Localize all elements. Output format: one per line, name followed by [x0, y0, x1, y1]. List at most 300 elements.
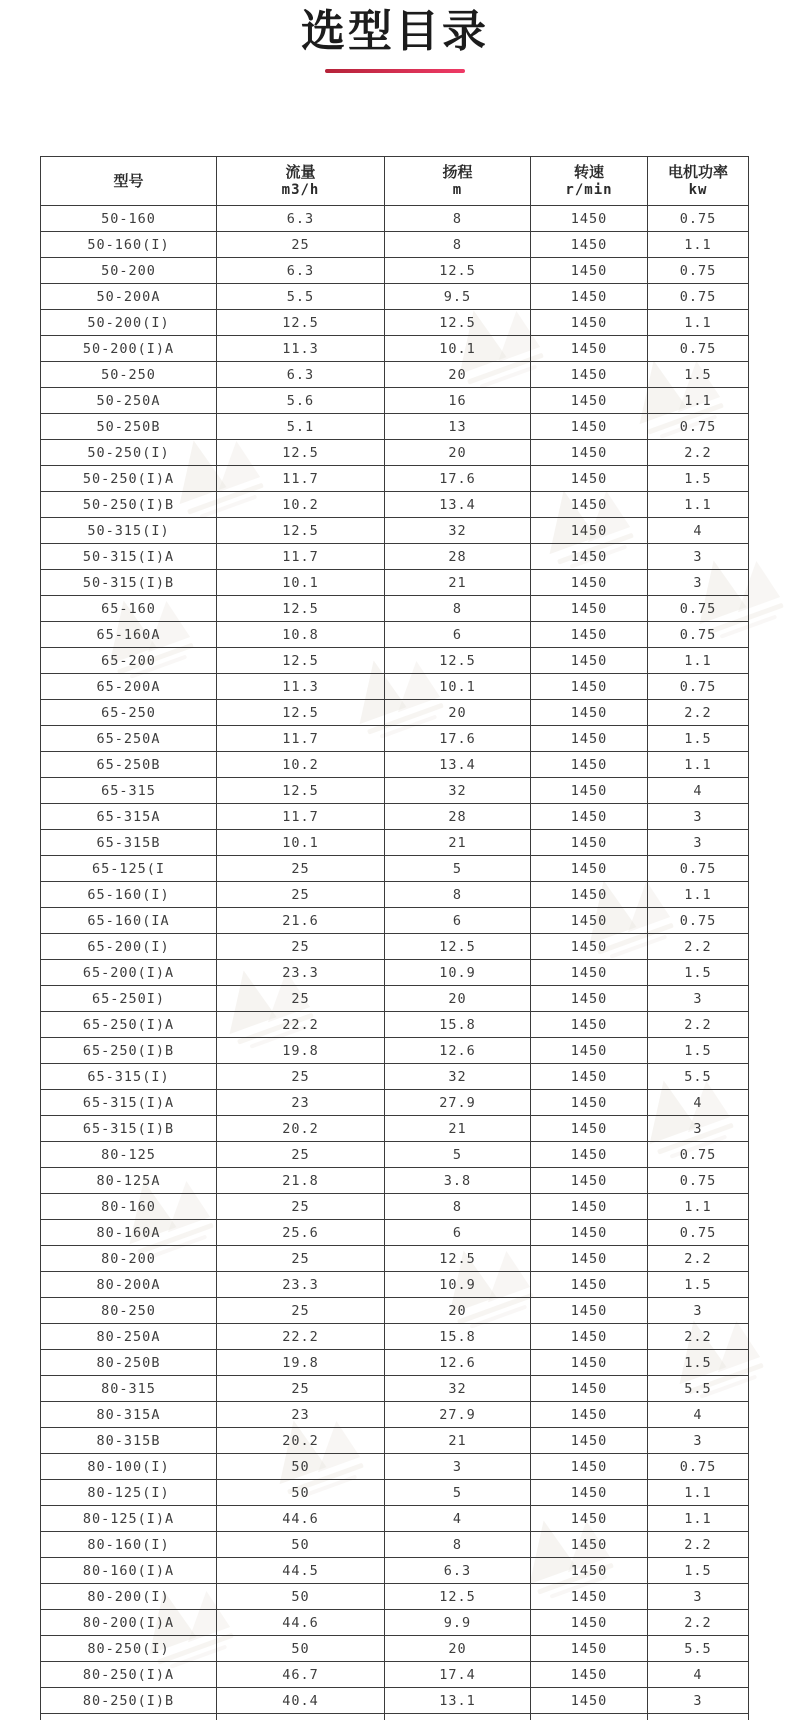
cell-model: 80-250 — [41, 1298, 217, 1324]
cell-flow: 46.7 — [217, 1662, 385, 1688]
cell-head: 5 — [385, 1480, 531, 1506]
cell-flow: 12.5 — [217, 778, 385, 804]
cell-head: 8 — [385, 206, 531, 232]
table-row — [41, 1064, 749, 1090]
cell-model: 80-125A — [41, 1168, 217, 1194]
cell-head: 13 — [385, 414, 531, 440]
cell-head: 27.9 — [385, 1402, 531, 1428]
cell-power: 5.5 — [648, 1376, 749, 1402]
cell-flow: 25 — [217, 986, 385, 1012]
cell-power: 0.75 — [648, 856, 749, 882]
cell-speed: 1450 — [531, 310, 648, 336]
cell-model: 80-250(I)B — [41, 1688, 217, 1714]
cell-power: 2.2 — [648, 700, 749, 726]
cell-speed: 1450 — [531, 986, 648, 1012]
cell-flow: 25 — [217, 1064, 385, 1090]
cell-flow: 22.2 — [217, 1324, 385, 1350]
cell-head: 28 — [385, 804, 531, 830]
cell-speed: 1450 — [531, 388, 648, 414]
cell-speed: 1450 — [531, 1636, 648, 1662]
table-row — [41, 1038, 749, 1064]
cell-speed: 1450 — [531, 440, 648, 466]
cell-model: 50-160 — [41, 206, 217, 232]
cell-head: 12.5 — [385, 1584, 531, 1610]
cell-model: 65-200(I) — [41, 934, 217, 960]
cell-flow: 5.1 — [217, 414, 385, 440]
column-header-label: 型号 — [113, 171, 144, 190]
cell-head: 4 — [385, 1506, 531, 1532]
cell-flow: 6.3 — [217, 258, 385, 284]
column-header-unit: kw — [688, 181, 708, 198]
table-row — [41, 1090, 749, 1116]
table-row — [41, 1480, 749, 1506]
cell-head: 8 — [385, 882, 531, 908]
cell-flow: 25 — [217, 1246, 385, 1272]
table-row — [41, 778, 749, 804]
cell-speed: 1450 — [531, 1662, 648, 1688]
cell-model: 50-250(I) — [41, 440, 217, 466]
cell-speed: 1450 — [531, 1324, 648, 1350]
cell-model: 65-200(I)A — [41, 960, 217, 986]
cell-flow: 10.2 — [217, 752, 385, 778]
cell-flow: 25 — [217, 934, 385, 960]
table-row — [41, 830, 749, 856]
cell-flow: 12.5 — [217, 310, 385, 336]
cell-power: 1.1 — [648, 882, 749, 908]
cell-speed: 1450 — [531, 284, 648, 310]
cell-power: 3 — [648, 544, 749, 570]
cell-speed: 1450 — [531, 1610, 648, 1636]
cell-power: 4 — [648, 1402, 749, 1428]
cell-power: 1.1 — [648, 1480, 749, 1506]
cell-head: 12.5 — [385, 258, 531, 284]
cell-model: 80-315B — [41, 1428, 217, 1454]
cell-power: 0.75 — [648, 206, 749, 232]
cell-model: 50-250(I)B — [41, 492, 217, 518]
cell-head: 20 — [385, 986, 531, 1012]
cell-model: 80-200(I)A — [41, 1610, 217, 1636]
cell-head: 3 — [385, 1454, 531, 1480]
cell-speed: 1450 — [531, 1272, 648, 1298]
cell-head: 9.9 — [385, 1610, 531, 1636]
cell-model: 65-315 — [41, 778, 217, 804]
cell-flow: 25 — [217, 1376, 385, 1402]
cell-head: 15.8 — [385, 1324, 531, 1350]
cell-power: 3 — [648, 986, 749, 1012]
table-row — [41, 1116, 749, 1142]
cell-head: 16 — [385, 388, 531, 414]
table-row — [41, 1168, 749, 1194]
cell-model: 65-315B — [41, 830, 217, 856]
cell-speed: 1450 — [531, 882, 648, 908]
cell-model: 80-315 — [41, 1376, 217, 1402]
cell-power: 1.1 — [648, 648, 749, 674]
cell-power: 3 — [648, 1688, 749, 1714]
cell-flow: 44.6 — [217, 1610, 385, 1636]
cell-head: 20 — [385, 1298, 531, 1324]
cell-head: 27.9 — [385, 1090, 531, 1116]
cell-power: 1.5 — [648, 362, 749, 388]
cell-power: 0.75 — [648, 622, 749, 648]
cell-model: 80-125 — [41, 1142, 217, 1168]
cell-power: 2.2 — [648, 1012, 749, 1038]
table-row — [41, 1246, 749, 1272]
cell-power: 0.75 — [648, 336, 749, 362]
cell-head: 9.5 — [385, 284, 531, 310]
table-row — [41, 648, 749, 674]
table-row — [41, 882, 749, 908]
cell-speed: 1450 — [531, 622, 648, 648]
table-row — [41, 1636, 749, 1662]
column-header-label: 扬程 — [442, 162, 473, 181]
cell-power: 3 — [648, 1116, 749, 1142]
cell-power: 0.75 — [648, 414, 749, 440]
table-row — [41, 1532, 749, 1558]
cell-flow: 50 — [217, 1480, 385, 1506]
cell-head: 32 — [385, 1376, 531, 1402]
cell-flow: 19.8 — [217, 1038, 385, 1064]
title-block — [0, 8, 790, 73]
cell-head: 12.5 — [385, 934, 531, 960]
cell-speed: 1450 — [531, 778, 648, 804]
cell-flow: 11.3 — [217, 674, 385, 700]
cell-flow: 19.8 — [217, 1350, 385, 1376]
cell-speed: 1450 — [531, 1090, 648, 1116]
cell-model: 65-315(I)B — [41, 1116, 217, 1142]
cell-speed: 1450 — [531, 1064, 648, 1090]
cell-head: 5 — [385, 856, 531, 882]
table-row — [41, 1376, 749, 1402]
cell-speed: 1450 — [531, 492, 648, 518]
table-row — [41, 596, 749, 622]
cell-model: 80-315A — [41, 1402, 217, 1428]
cell-speed: 1450 — [531, 960, 648, 986]
cell-model: 50-315(I)A — [41, 544, 217, 570]
table-row — [41, 726, 749, 752]
table-row — [41, 570, 749, 596]
table-row — [41, 232, 749, 258]
table-row — [41, 700, 749, 726]
cell-head: 8 — [385, 1194, 531, 1220]
cutoff-row — [41, 1714, 749, 1720]
cell-power: 1.5 — [648, 726, 749, 752]
cell-speed: 1450 — [531, 1116, 648, 1142]
table-row — [41, 1272, 749, 1298]
table-row — [41, 1350, 749, 1376]
cell-model: 65-200A — [41, 674, 217, 700]
cell-speed: 1450 — [531, 466, 648, 492]
cell-speed: 1450 — [531, 700, 648, 726]
column-header-label: 流量 — [285, 162, 316, 181]
cell-flow: 5.6 — [217, 388, 385, 414]
cell-flow: 20.2 — [217, 1116, 385, 1142]
cell-speed: 1450 — [531, 1012, 648, 1038]
table-row — [41, 674, 749, 700]
cell-speed: 1450 — [531, 908, 648, 934]
cell-model: 65-250 — [41, 700, 217, 726]
table-row — [41, 518, 749, 544]
cell-power: 5.5 — [648, 1636, 749, 1662]
cell-model: 50-200(I) — [41, 310, 217, 336]
cell-flow: 23 — [217, 1402, 385, 1428]
cell-flow: 11.7 — [217, 804, 385, 830]
cell-speed: 1450 — [531, 1428, 648, 1454]
cell-flow: 22.2 — [217, 1012, 385, 1038]
cell-power: 1.1 — [648, 752, 749, 778]
cell-model: 80-250(I)A — [41, 1662, 217, 1688]
cell-flow: 11.7 — [217, 726, 385, 752]
table-row — [41, 206, 749, 232]
table-row — [41, 388, 749, 414]
cell-power: 1.1 — [648, 1194, 749, 1220]
cell-speed: 1450 — [531, 726, 648, 752]
cell-model: 80-125(I) — [41, 1480, 217, 1506]
cell-flow: 25 — [217, 232, 385, 258]
cell-speed: 1450 — [531, 1246, 648, 1272]
cell-model: 50-315(I) — [41, 518, 217, 544]
cell-speed: 1450 — [531, 258, 648, 284]
table-row — [41, 1506, 749, 1532]
table-row — [41, 258, 749, 284]
cell-speed: 1450 — [531, 674, 648, 700]
cell-speed: 1450 — [531, 1558, 648, 1584]
cell-power: 0.75 — [648, 1142, 749, 1168]
table-row — [41, 1584, 749, 1610]
cell-model: 65-250I) — [41, 986, 217, 1012]
table-row — [41, 1142, 749, 1168]
cell-head: 12.5 — [385, 1246, 531, 1272]
cell-power: 1.5 — [648, 1038, 749, 1064]
cell-model: 65-160A — [41, 622, 217, 648]
table-row — [41, 1402, 749, 1428]
cell-head: 17.6 — [385, 466, 531, 492]
cell-speed: 1450 — [531, 856, 648, 882]
cell-speed: 1450 — [531, 1142, 648, 1168]
cell-power: 1.5 — [648, 1272, 749, 1298]
cell-model: 80-250A — [41, 1324, 217, 1350]
table-row — [41, 856, 749, 882]
cell-head: 21 — [385, 570, 531, 596]
cell-speed: 1450 — [531, 1298, 648, 1324]
cell-head: 8 — [385, 232, 531, 258]
cell-speed: 1450 — [531, 1376, 648, 1402]
cell-model: 80-160(I)A — [41, 1558, 217, 1584]
cell-power: 5.5 — [648, 1064, 749, 1090]
selection-table — [40, 156, 749, 1720]
table-row — [41, 544, 749, 570]
cell-head: 20 — [385, 700, 531, 726]
table-row — [41, 986, 749, 1012]
cell-power: 3 — [648, 1298, 749, 1324]
table-row — [41, 908, 749, 934]
table-row — [41, 1220, 749, 1246]
cell-head: 32 — [385, 518, 531, 544]
cell-power: 1.5 — [648, 960, 749, 986]
cell-speed: 1450 — [531, 206, 648, 232]
cell-head: 10.1 — [385, 336, 531, 362]
cell-power: 0.75 — [648, 1220, 749, 1246]
column-header-flow — [217, 157, 385, 206]
cell-speed: 1450 — [531, 1506, 648, 1532]
cell-speed: 1450 — [531, 1038, 648, 1064]
cell-empty — [41, 1714, 217, 1720]
cell-power: 2.2 — [648, 1610, 749, 1636]
cell-flow: 21.6 — [217, 908, 385, 934]
cell-flow: 25 — [217, 1142, 385, 1168]
cell-speed: 1450 — [531, 804, 648, 830]
cell-model: 80-125(I)A — [41, 1506, 217, 1532]
cell-head: 10.1 — [385, 674, 531, 700]
cell-model: 50-250 — [41, 362, 217, 388]
cell-speed: 1450 — [531, 752, 648, 778]
table-row — [41, 466, 749, 492]
cell-head: 6 — [385, 622, 531, 648]
cell-power: 2.2 — [648, 440, 749, 466]
cell-head: 10.9 — [385, 960, 531, 986]
cell-model: 50-200 — [41, 258, 217, 284]
cell-speed: 1450 — [531, 1480, 648, 1506]
cell-speed: 1450 — [531, 1454, 648, 1480]
table-row — [41, 310, 749, 336]
column-header-head — [385, 157, 531, 206]
cell-speed: 1450 — [531, 336, 648, 362]
cell-model: 65-160 — [41, 596, 217, 622]
cell-speed: 1450 — [531, 1688, 648, 1714]
column-header-unit: m — [452, 181, 463, 198]
cell-model: 50-200(I)A — [41, 336, 217, 362]
cell-speed: 1450 — [531, 1194, 648, 1220]
cell-flow: 5.5 — [217, 284, 385, 310]
cell-flow: 12.5 — [217, 518, 385, 544]
cell-power: 0.75 — [648, 674, 749, 700]
cell-head: 6.3 — [385, 1558, 531, 1584]
cell-power: 1.5 — [648, 1558, 749, 1584]
cell-head: 12.6 — [385, 1350, 531, 1376]
cell-power: 0.75 — [648, 258, 749, 284]
cell-flow: 25 — [217, 1298, 385, 1324]
cell-head: 28 — [385, 544, 531, 570]
cell-head: 13.4 — [385, 492, 531, 518]
cell-flow: 40.4 — [217, 1688, 385, 1714]
table-row — [41, 934, 749, 960]
cell-model: 50-160(I) — [41, 232, 217, 258]
cell-power: 3 — [648, 570, 749, 596]
cell-model: 80-160 — [41, 1194, 217, 1220]
title-underline-decoration — [325, 69, 465, 73]
cell-head: 21 — [385, 1116, 531, 1142]
cell-model: 80-160A — [41, 1220, 217, 1246]
cell-model: 65-250B — [41, 752, 217, 778]
table-row — [41, 804, 749, 830]
cell-speed: 1450 — [531, 934, 648, 960]
cell-speed: 1450 — [531, 1402, 648, 1428]
cell-speed: 1450 — [531, 596, 648, 622]
table-row — [41, 752, 749, 778]
cell-speed: 1450 — [531, 232, 648, 258]
table-row — [41, 1558, 749, 1584]
cell-empty — [217, 1714, 385, 1720]
cell-power: 1.5 — [648, 1350, 749, 1376]
cell-power: 3 — [648, 804, 749, 830]
cell-head: 12.6 — [385, 1038, 531, 1064]
cell-power: 3 — [648, 1584, 749, 1610]
cell-head: 10.9 — [385, 1272, 531, 1298]
cell-power: 2.2 — [648, 1246, 749, 1272]
cell-head: 8 — [385, 1532, 531, 1558]
cell-speed: 1450 — [531, 1220, 648, 1246]
table-row — [41, 1454, 749, 1480]
table-row — [41, 1194, 749, 1220]
cell-head: 12.5 — [385, 310, 531, 336]
cell-head: 8 — [385, 596, 531, 622]
column-header-power — [648, 157, 749, 206]
cell-power: 2.2 — [648, 1324, 749, 1350]
cell-head: 13.4 — [385, 752, 531, 778]
cell-head: 20 — [385, 440, 531, 466]
cell-head: 32 — [385, 1064, 531, 1090]
cell-model: 65-125(I — [41, 856, 217, 882]
cell-empty — [648, 1714, 749, 1720]
cell-power: 0.75 — [648, 596, 749, 622]
cell-flow: 10.1 — [217, 830, 385, 856]
cell-flow: 20.2 — [217, 1428, 385, 1454]
table-row — [41, 1610, 749, 1636]
cell-empty — [531, 1714, 648, 1720]
cell-model: 50-250A — [41, 388, 217, 414]
cell-head: 13.1 — [385, 1688, 531, 1714]
table-row — [41, 284, 749, 310]
table-row — [41, 362, 749, 388]
cell-power: 2.2 — [648, 1532, 749, 1558]
cell-flow: 10.1 — [217, 570, 385, 596]
cell-flow: 25 — [217, 882, 385, 908]
cell-flow: 21.8 — [217, 1168, 385, 1194]
cell-model: 65-315(I) — [41, 1064, 217, 1090]
cell-flow: 10.2 — [217, 492, 385, 518]
table-header — [41, 157, 749, 206]
cell-speed: 1450 — [531, 1168, 648, 1194]
cell-flow: 12.5 — [217, 648, 385, 674]
table-row — [41, 1428, 749, 1454]
cell-power: 1.1 — [648, 388, 749, 414]
cell-power: 4 — [648, 1090, 749, 1116]
cell-head: 20 — [385, 362, 531, 388]
table-row — [41, 622, 749, 648]
cell-model: 50-250B — [41, 414, 217, 440]
cell-model: 50-315(I)B — [41, 570, 217, 596]
table-row — [41, 1298, 749, 1324]
cell-head: 12.5 — [385, 648, 531, 674]
cell-power: 2.2 — [648, 934, 749, 960]
cell-speed: 1450 — [531, 544, 648, 570]
cell-model: 80-200A — [41, 1272, 217, 1298]
cell-model: 65-250A — [41, 726, 217, 752]
cell-power: 1.1 — [648, 232, 749, 258]
table-row — [41, 414, 749, 440]
cell-power: 4 — [648, 1662, 749, 1688]
cell-model: 80-160(I) — [41, 1532, 217, 1558]
cell-flow: 10.8 — [217, 622, 385, 648]
table-row — [41, 960, 749, 986]
column-header-speed — [531, 157, 648, 206]
cell-flow: 25 — [217, 856, 385, 882]
cell-model: 80-100(I) — [41, 1454, 217, 1480]
page-title: 选型目录 — [301, 6, 489, 57]
cell-flow: 11.3 — [217, 336, 385, 362]
cell-head: 17.4 — [385, 1662, 531, 1688]
cell-flow: 23.3 — [217, 1272, 385, 1298]
table-row — [41, 336, 749, 362]
